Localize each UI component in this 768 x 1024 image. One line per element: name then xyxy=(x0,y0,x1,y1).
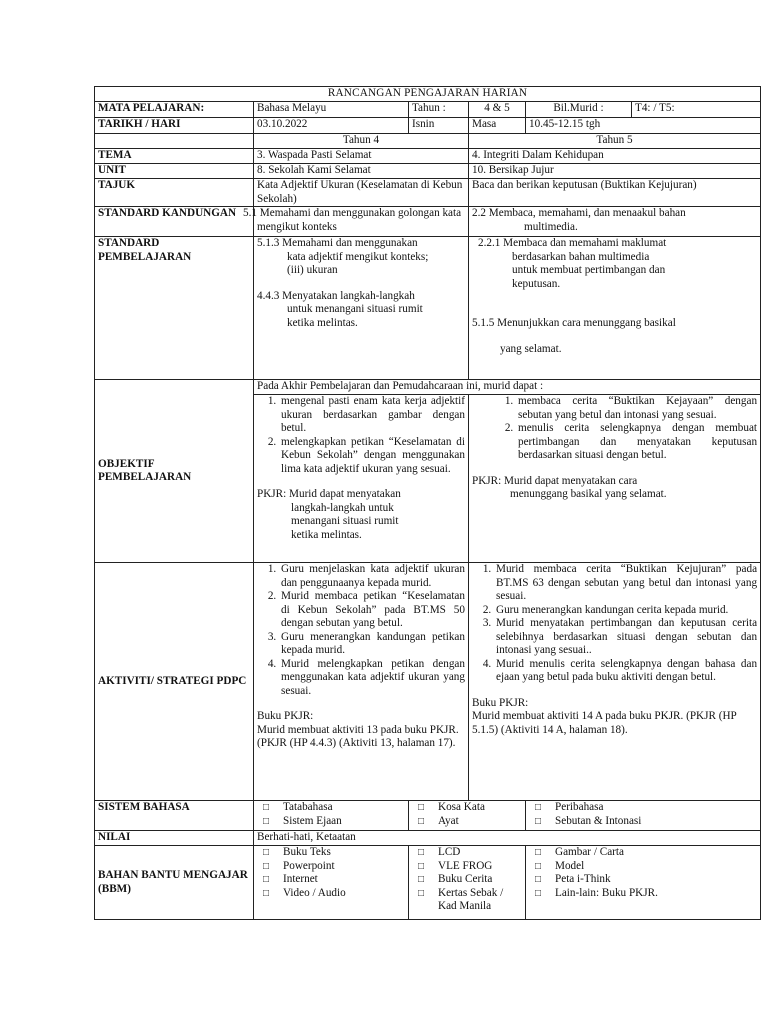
year5-column-header: Tahun 5 xyxy=(469,134,761,149)
activity-item: 3. Murid menyatakan pertimbangan dan keputusan cerita selebihnya berdasarkan situasi dengan sebutan dan intonasi yang sesuai.. xyxy=(494,617,757,658)
activity-item: 2. Guru menerangkan kandungan cerita kepada murid. xyxy=(494,604,757,618)
language-system-col3 xyxy=(526,801,761,831)
learning-standard-year4-text: (iii) ukuran xyxy=(287,264,338,276)
year-label: Tahun : xyxy=(409,102,469,118)
teaching-aids-col2 xyxy=(409,846,526,920)
teaching-aid-checkbox[interactable]: □ VLE FROG xyxy=(412,860,522,874)
teaching-aid-checkbox[interactable]: □ Kertas Sebak / Kad Manila xyxy=(412,887,522,914)
language-system-checkbox[interactable]: □ Kosa Kata xyxy=(412,801,522,815)
learning-standard-year5-text: keputusan. xyxy=(512,277,561,290)
learning-standard-year5-text: untuk membuat pertimbangan dan xyxy=(512,264,666,276)
activity-year5 xyxy=(469,563,761,801)
activity-item: 4. Murid melengkapkan petikan dengan menggunakan kata adjektif ukuran yang sesuai. xyxy=(279,658,465,699)
teaching-aid-checkbox[interactable]: □ Buku Cerita xyxy=(412,873,522,887)
time-label: Masa xyxy=(469,118,526,134)
learning-standard-year4-text: untuk menangani situasi rumit xyxy=(287,303,423,315)
learning-standard-year4-text: kata adjektif mengikut konteks; xyxy=(287,250,429,263)
subject-label: MATA PELAJARAN: xyxy=(95,102,254,118)
content-standard-year5-line1: 2.2 Membaca, memahami, dan menaakul bahan xyxy=(472,207,686,219)
pkjr-book-year4-label: Buku PKJR: xyxy=(257,710,314,722)
year4-column-header: Tahun 4 xyxy=(254,134,469,149)
teaching-aid-checkbox[interactable]: □ Video / Audio xyxy=(257,887,405,901)
language-system-label: SISTEM BAHASA xyxy=(95,801,254,831)
activity-item: 1. Guru menjelaskan kata adjektif ukuran dan penggunaanya kepada murid. xyxy=(279,563,465,590)
pkjr-book-year4-desc: Murid membuat aktiviti 13 pada buku PKJR. (PKJR (HP 4.4.3) (Aktiviti 13, halaman 17). xyxy=(257,723,459,749)
learning-standard-year5-text: 2.2.1 Membaca dan memahami maklumat xyxy=(478,237,667,249)
theme-label: TEMA xyxy=(95,149,254,164)
values-value: Berhati-hati, Ketaatan xyxy=(254,831,761,846)
pkjr-year4-text: ketika melintas. xyxy=(291,528,362,541)
teaching-aid-checkbox[interactable]: □ Lain-lain: Buku PKJR. xyxy=(529,887,757,901)
teaching-aids-col1 xyxy=(254,846,409,920)
class-count-label: T4: / T5: xyxy=(632,102,761,118)
learning-standard-year4 xyxy=(254,237,469,380)
objective-year4 xyxy=(254,395,469,563)
date-label: TARIKH / HARI xyxy=(95,118,254,134)
content-standard-label: STANDARD KANDUNGAN xyxy=(95,207,254,237)
document-title: RANCANGAN PENGAJARAN HARIAN xyxy=(95,87,761,102)
time-value: 10.45-12.15 tgh xyxy=(526,118,761,134)
learning-standard-label: STANDARD PEMBELAJARAN xyxy=(95,237,254,380)
teaching-aid-checkbox[interactable]: □ Peta i-Think xyxy=(529,873,757,887)
teaching-aid-checkbox[interactable]: □ Buku Teks xyxy=(257,846,405,860)
learning-standard-year4-text: ketika melintas. xyxy=(287,316,358,329)
learning-standard-year4-text: 5.1.3 Memahami dan menggunakan xyxy=(257,237,418,249)
learning-standard-year4-text: 4.4.3 Menyatakan langkah-langkah xyxy=(257,289,415,302)
lesson-plan-table xyxy=(94,86,761,920)
year-value: 4 & 5 xyxy=(469,102,526,118)
content-standard-year5 xyxy=(469,207,761,237)
day-value: Isnin xyxy=(409,118,469,134)
activity-label: AKTIVITI/ STRATEGI PDPC xyxy=(95,563,254,801)
language-system-checkbox[interactable]: □ Peribahasa xyxy=(529,801,757,815)
learning-standard-year5-text: 5.1.5 Menunjukkan cara menunggang basikal xyxy=(472,317,676,329)
activity-year5-list xyxy=(472,563,757,685)
pkjr-year4-text: menangani situasi rumit xyxy=(291,515,399,527)
pkjr-book-year5-label: Buku PKJR: xyxy=(472,696,529,709)
objective-item: 1. membaca cerita “Buktikan Kejayaan” dengan sebutan yang betul dan intonasi yang sesuai. xyxy=(516,395,757,422)
topic-label: TAJUK xyxy=(95,179,254,207)
subject-value: Bahasa Melayu xyxy=(254,102,409,118)
language-system-checkbox[interactable]: □ Sebutan & Intonasi xyxy=(529,815,757,829)
topic-year4: Kata Adjektif Ukuran (Keselamatan di Kebun Sekolah) xyxy=(254,179,469,207)
teaching-aid-checkbox[interactable]: □ Internet xyxy=(257,873,405,887)
content-standard-year5-line2: multimedia. xyxy=(524,220,578,233)
unit-year5: 10. Bersikap Jujur xyxy=(469,164,761,179)
teaching-aid-checkbox[interactable]: □ Gambar / Carta xyxy=(529,846,757,860)
learning-standard-year5 xyxy=(469,237,761,380)
teaching-aids-label: BAHAN BANTU MENGAJAR (BBM) xyxy=(95,846,254,920)
learning-standard-year5-text: berdasarkan bahan multimedia xyxy=(512,250,650,263)
objective-year5-list xyxy=(472,395,757,463)
unit-label: UNIT xyxy=(95,164,254,179)
activity-item: 2. Murid membaca petikan “Keselamatan di Kebun Sekolah” pada BT.MS 50 dengan sebutan yang betul. xyxy=(279,590,465,631)
topic-year5: Baca dan berikan keputusan (Buktikan Kejujuran) xyxy=(469,179,761,207)
pkjr-year4-text: langkah-langkah untuk xyxy=(291,501,394,514)
pkjr-book-year5-desc: Murid membuat aktiviti 14 A pada buku PKJR. (PKJR (HP 5.1.5) (Aktiviti 14 A, halaman 18). xyxy=(472,710,737,736)
pkjr-year4-text: PKJR: Murid dapat menyatakan xyxy=(257,488,401,500)
objective-year4-list xyxy=(257,395,465,476)
language-system-col1 xyxy=(254,801,409,831)
language-system-checkbox[interactable]: □ Tatabahasa xyxy=(257,801,405,815)
theme-year4: 3. Waspada Pasti Selamat xyxy=(254,149,469,164)
teaching-aid-checkbox[interactable]: □ LCD xyxy=(412,846,522,860)
activity-item: 4. Murid menulis cerita selengkapnya dengan bahasa dan ejaan yang betul pada buku aktiviti dengan betul. xyxy=(494,658,757,685)
pkjr-year5-text: menunggang basikal yang selamat. xyxy=(510,488,667,500)
objective-item: 1. mengenal pasti enam kata kerja adjektif ukuran berdasarkan gambar dengan betul. xyxy=(279,395,465,436)
pkjr-year5-text: PKJR: Murid dapat menyatakan cara xyxy=(472,474,638,487)
activity-year4 xyxy=(254,563,469,801)
objective-intro: Pada Akhir Pembelajaran dan Pemudahcaraan ini, murid dapat : xyxy=(254,380,761,395)
activity-item: 3. Guru menerangkan kandungan petikan kepada murid. xyxy=(279,631,465,658)
teaching-aids-col3 xyxy=(526,846,761,920)
objective-item: 2. melengkapkan petikan “Keselamatan di Kebun Sekolah” dengan menggunakan lima kata adjektif ukuran yang sesuai. xyxy=(279,436,465,477)
teaching-aid-checkbox[interactable]: □ Model xyxy=(529,860,757,874)
language-system-checkbox[interactable]: □ Sistem Ejaan xyxy=(257,815,405,829)
objective-year5 xyxy=(469,395,761,563)
learning-standard-year5-text: yang selamat. xyxy=(500,342,562,355)
activity-year4-list xyxy=(257,563,465,698)
values-label: NILAI xyxy=(95,831,254,846)
date-value: 03.10.2022 xyxy=(254,118,409,134)
student-count-label: Bil.Murid : xyxy=(526,102,632,118)
language-system-col2 xyxy=(409,801,526,831)
language-system-checkbox[interactable]: □ Ayat xyxy=(412,815,522,829)
content-standard-year4: 5.1 Memahami dan menggunakan golongan kata mengikut konteks xyxy=(254,207,469,237)
unit-year4: 8. Sekolah Kami Selamat xyxy=(254,164,469,179)
teaching-aid-checkbox[interactable]: □ Powerpoint xyxy=(257,860,405,874)
activity-item: 1. Murid membaca cerita “Buktikan Kejujuran” pada BT.MS 63 dengan sebutan yang betul dan intonasi yang sesuai. xyxy=(494,563,757,604)
objective-label: OBJEKTIF PEMBELAJARAN xyxy=(95,380,254,563)
objective-item: 2. menulis cerita selengkapnya dengan membuat pertimbangan dan menyatakan keputusan berdasarkan situasi dengan betul. xyxy=(516,422,757,463)
theme-year5: 4. Integriti Dalam Kehidupan xyxy=(469,149,761,164)
